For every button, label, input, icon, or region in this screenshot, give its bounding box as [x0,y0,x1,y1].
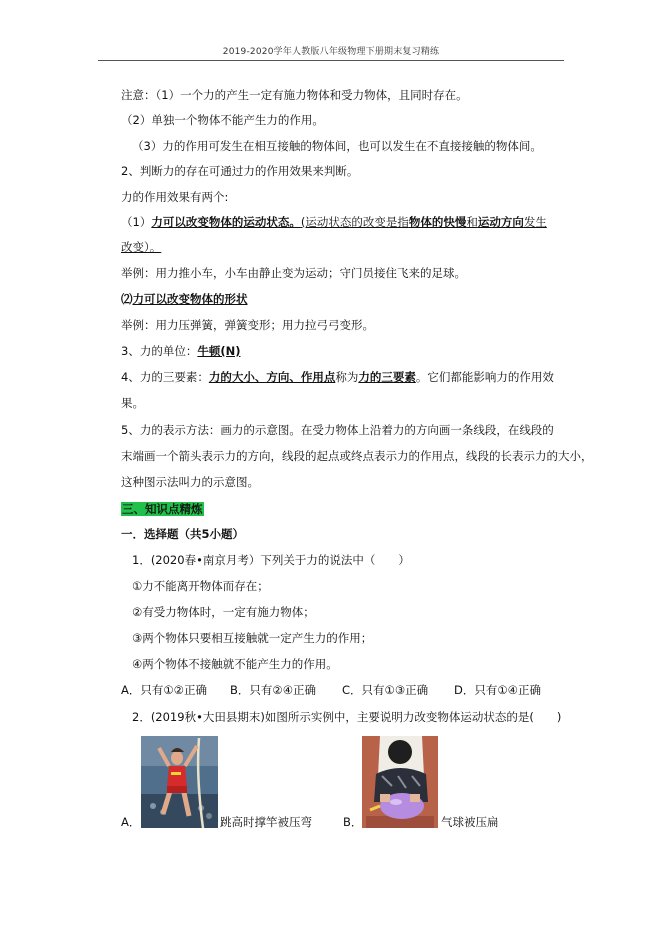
section-heading [121,502,204,516]
choice-heading: 一．选择题（共5小题） [121,527,245,541]
effect-1-number: （1） [121,215,152,229]
q1-option-c: C．只有①③正确 [342,683,429,697]
q1-statement-3: ③两个物体只要相互接触就一定产生力的作用； [132,631,373,645]
point2-line-1: 2、判断力的存在可通过力的作用效果来判断。 [121,164,359,178]
q1-option-a: A．只有①②正确 [121,683,207,697]
balloon-photo [362,736,438,828]
q2-stem: 2．(2019秋•大田县期末)如图所示实例中，主要说明力改变物体运动状态的是( ) [132,710,562,724]
example-1: 举例：用力推小车，小车由静止变为运动；守门员接住飞来的足球。 [121,266,466,280]
q2-option-b-label: B． [343,815,363,829]
point4-line-2: 果。 [121,396,144,410]
effect-2-bold: 力可以改变物体的形状 [132,292,248,306]
point2-line-2: 力的作用效果有两个: [121,190,229,204]
point5-line-1: 5、力的表示方法：画力的示意图。在受力物体上沿着力的方向画一条线段，在线段的 [121,423,554,437]
point4-mid: 称为 [335,370,359,384]
unit-newton: 牛顿(N) [197,344,241,358]
effect-1-text-c: 发生 [523,215,547,229]
effect-1-direction: 运动方向 [477,215,524,229]
q1-statement-4: ④两个物体不接触就不能产生力的作用。 [132,657,338,671]
q1-stem: 1．(2020春•南京月考）下列关于力的说法中（ ） [132,553,410,567]
point5-line-2: 末端画一个箭头表示力的方向，线段的起点或终点表示力的作用点，线段的长表示力的大小， [121,449,593,463]
effect-2-line [121,292,248,306]
point3-prefix: 3、力的单位： [121,344,198,358]
q2-option-a-label: A． [121,815,141,829]
q2-option-a-caption: 跳高时撑竿被压弯 [220,815,312,829]
q2-option-b-caption: 气球被压扁 [441,815,499,829]
three-elements-term: 力的三要素 [358,370,416,384]
section-title: 三、知识点精炼 [122,502,203,516]
effect-1-line [121,215,547,229]
note-line-1: 注意：（1）一个力的产生一定有施力物体和受力物体，且同时存在。 [121,88,468,102]
point4-prefix: 4、力的三要素： [121,370,209,384]
pole-vault-photo [141,736,218,828]
effect-1-text-b: 和 [466,215,478,229]
q1-option-b: B．只有②④正确 [230,683,317,697]
effect-1-text-a: (运动状态的改变是指 [300,215,409,229]
effect-1-speed: 物体的快慢 [408,215,467,229]
note-line-3: （3）力的作用可发生在相互接触的物体间，也可以发生在不直接接触的物体间。 [132,139,542,153]
effect-1-bold: 力可以改变物体的运动状态。 [151,215,301,229]
effect-2-number: ⑵ [121,292,133,306]
point4-suffix: 。它们都能影响力的作用效 [415,370,554,384]
q1-statement-1: ①力不能离开物体而存在； [132,579,269,593]
header-divider [98,60,564,61]
effect-1-line-2: 改变）。 [121,240,162,254]
note-line-2: （2）单独一个物体不能产生力的作用。 [121,113,324,127]
point3-line [121,344,240,358]
q1-statement-2: ②有受力物体时，一定有施力物体； [132,605,315,619]
point4-line [121,370,554,384]
example-2: 举例：用力压弹簧，弹簧变形；用力拉弓弓变形。 [121,318,374,332]
three-elements-list: 力的大小、方向、作用点 [208,370,336,384]
point5-line-3: 这种图示法叫力的示意图。 [121,475,259,489]
q1-option-d: D．只有①④正确 [454,683,541,697]
page-header: 2019-2020学年人教版八年级物理下册期末复习精练 [222,47,440,57]
